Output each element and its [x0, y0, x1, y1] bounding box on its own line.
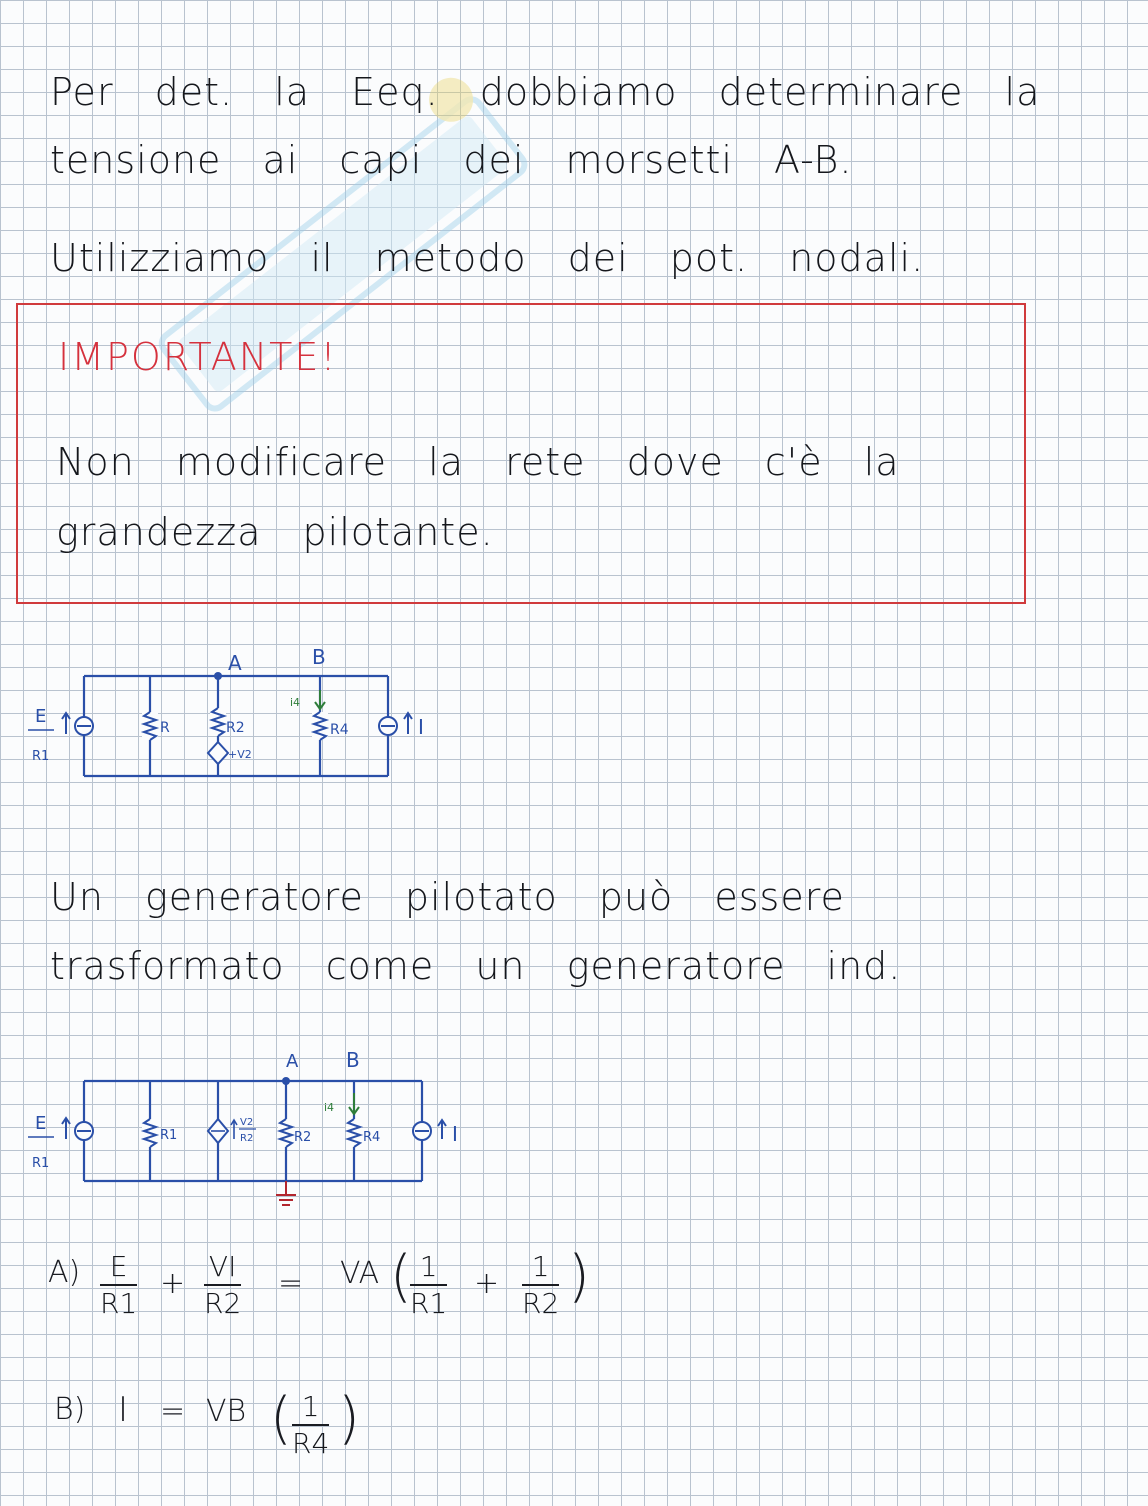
current-arrow-icon	[349, 1093, 359, 1114]
eq-a-frac-3: $\frac{1}{R1}$	[410, 1250, 448, 1320]
c2-source-right: I	[452, 1122, 458, 1146]
intro-line-2: tensione ai capi dei morsetti A-B.	[50, 138, 853, 182]
c1-node-a: A	[228, 651, 242, 675]
circuit-diagram-2	[20, 1045, 480, 1215]
c2-r2-label: R2	[294, 1130, 312, 1145]
eq-a-label: A)	[48, 1255, 81, 1290]
ground-icon	[276, 1181, 296, 1205]
c2-dep-den: R2	[240, 1133, 254, 1144]
middle-line-2: trasformato come un generatore ind.	[50, 944, 902, 988]
resistor-r2-icon	[278, 1119, 294, 1147]
important-title: IMPORTANTE!	[58, 335, 338, 379]
c1-r4-label: R4	[330, 722, 349, 738]
c1-source-right: I	[418, 715, 424, 739]
eq-b-equals: =	[160, 1394, 186, 1429]
c2-source-den: R1	[32, 1156, 50, 1171]
eq-b-close: )	[338, 1386, 360, 1451]
eq-b-lhs: I	[118, 1390, 129, 1430]
c1-source-num: E	[35, 706, 47, 727]
c1-i4-label: i4	[290, 696, 301, 709]
eq-b-frac-1: $\frac{1}{R4}$	[292, 1390, 330, 1460]
eq-a-equals: =	[278, 1266, 304, 1301]
c2-dep-num: V2	[240, 1117, 254, 1128]
c1-r1-label: R	[160, 720, 170, 736]
eq-a-var: VA	[340, 1256, 380, 1291]
current-source-left-icon	[62, 1118, 93, 1140]
current-source-right-icon	[379, 713, 412, 735]
current-arrow-icon	[315, 690, 325, 709]
important-box	[16, 303, 1026, 604]
c1-vx-label: +V2	[228, 748, 252, 761]
middle-line-1: Un generatore pilotato può essere	[50, 875, 845, 919]
node-a-dot	[282, 1077, 290, 1085]
current-source-right-icon	[413, 1120, 446, 1140]
c2-source-num: E	[35, 1113, 47, 1134]
intro-line-3: Utilizziamo il metodo dei pot. nodali.	[50, 236, 925, 280]
eq-a-open: (	[390, 1244, 412, 1309]
eq-b-open: (	[270, 1386, 292, 1451]
eq-a-frac-2: $\frac{VI}{R2}$	[204, 1250, 242, 1320]
resistor-r2-icon	[210, 708, 226, 736]
resistor-r1-icon	[142, 712, 158, 740]
c1-node-b: B	[312, 645, 326, 669]
c2-r1-label: R1	[160, 1128, 178, 1143]
eq-a-frac-1: $\frac{E}{R1}$	[100, 1250, 138, 1320]
eq-a-plus-2: +	[474, 1266, 500, 1301]
c2-r4-label: R4	[363, 1130, 381, 1145]
node-a-dot	[214, 672, 222, 680]
resistor-r1-icon	[142, 1119, 158, 1147]
eq-a-close: )	[568, 1244, 590, 1309]
c1-source-den: R1	[32, 749, 50, 764]
c2-node-a: A	[286, 1051, 299, 1072]
current-source-left-icon	[62, 713, 93, 735]
circuit-diagram-1	[20, 640, 450, 790]
dependent-current-source-icon	[208, 1119, 237, 1143]
c2-i4-label: i4	[324, 1101, 335, 1114]
eq-a-frac-4: $\frac{1}{R2}$	[522, 1250, 560, 1320]
resistor-r4-icon	[312, 712, 328, 740]
resistor-r4-icon	[346, 1119, 362, 1147]
important-line-2: grandezza pilotante.	[56, 510, 494, 554]
eq-b-label: B)	[54, 1392, 86, 1427]
c1-r2-label: R2	[226, 720, 245, 736]
c2-node-b: B	[346, 1048, 360, 1072]
dependent-source-icon	[208, 742, 228, 764]
intro-line-1: Per det. la Eeq. dobbiamo determinare la	[50, 70, 1041, 114]
important-line-1: Non modificare la rete dove c'è la	[56, 440, 900, 484]
eq-b-var: VB	[206, 1394, 247, 1429]
eq-a-plus-1: +	[160, 1266, 186, 1301]
